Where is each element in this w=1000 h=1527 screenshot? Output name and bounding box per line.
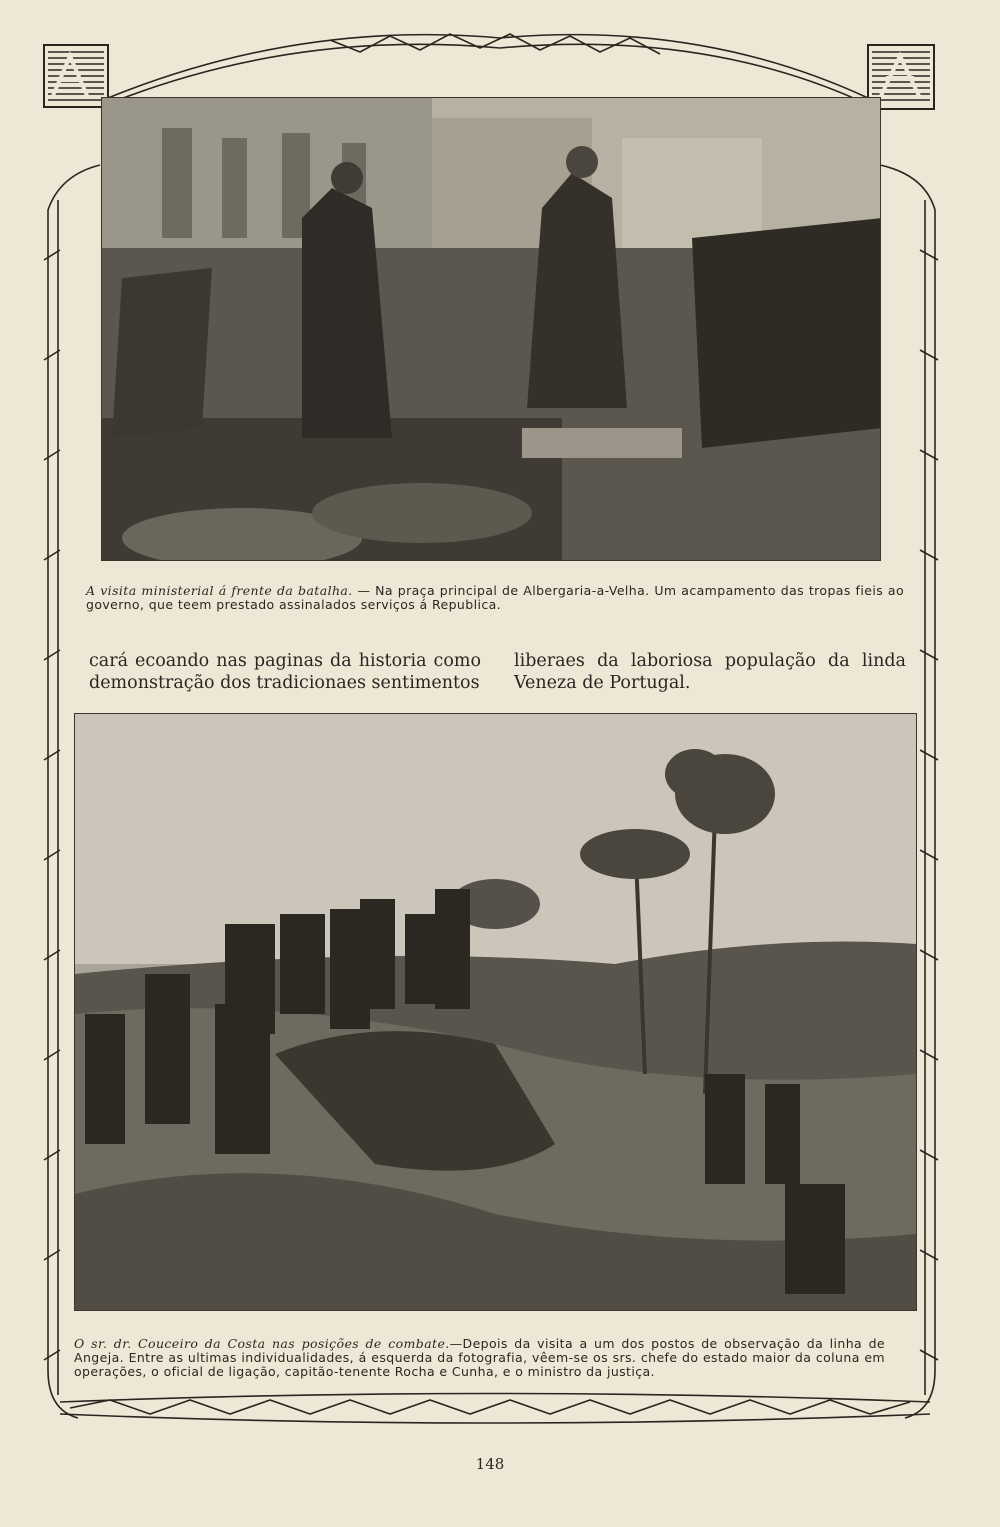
combat-photo-illustration (75, 714, 916, 1310)
camp-photo-illustration (102, 98, 880, 560)
caption-top-text: — Na praça principal de Albergaria-a-Velha. Um acampamento das tropas fieis ao governo, que teem prestado assinalados serviços á Republica. (86, 583, 905, 612)
body-text-right-column: liberaes da laboriosa população da linda Veneza de Portugal. (514, 651, 906, 693)
caption-top-title: A visita ministerial á frente da batalha. (86, 583, 353, 598)
photo-camp-albergaria (101, 97, 881, 561)
top-arch-ornament (108, 34, 868, 100)
corner-ornament-top-left (44, 45, 108, 107)
photo-combat-positions (74, 713, 917, 1311)
caption-bottom-text: —Depois da visita a um dos postos de observação da linha de Angeja. Entre as ultimas individualidades, á esquerda da fotografia, vêem-se os srs. chefe do estado maior da coluna em operações, o oficial de ligação, capitão-tenente Rocha e Cunha, e o ministro da justiça. (74, 1336, 885, 1379)
caption-top-photo (86, 584, 904, 612)
body-text-left-column: cará ecoando nas paginas da historia como demonstração dos tradicionaes sentimentos (89, 651, 481, 693)
caption-bottom-title: O sr. dr. Couceiro da Costa nas posições de combate. (74, 1336, 450, 1351)
bottom-banner-ornament (60, 1394, 930, 1424)
caption-bottom-photo (74, 1337, 885, 1379)
page-number: 148 (475, 1455, 505, 1473)
